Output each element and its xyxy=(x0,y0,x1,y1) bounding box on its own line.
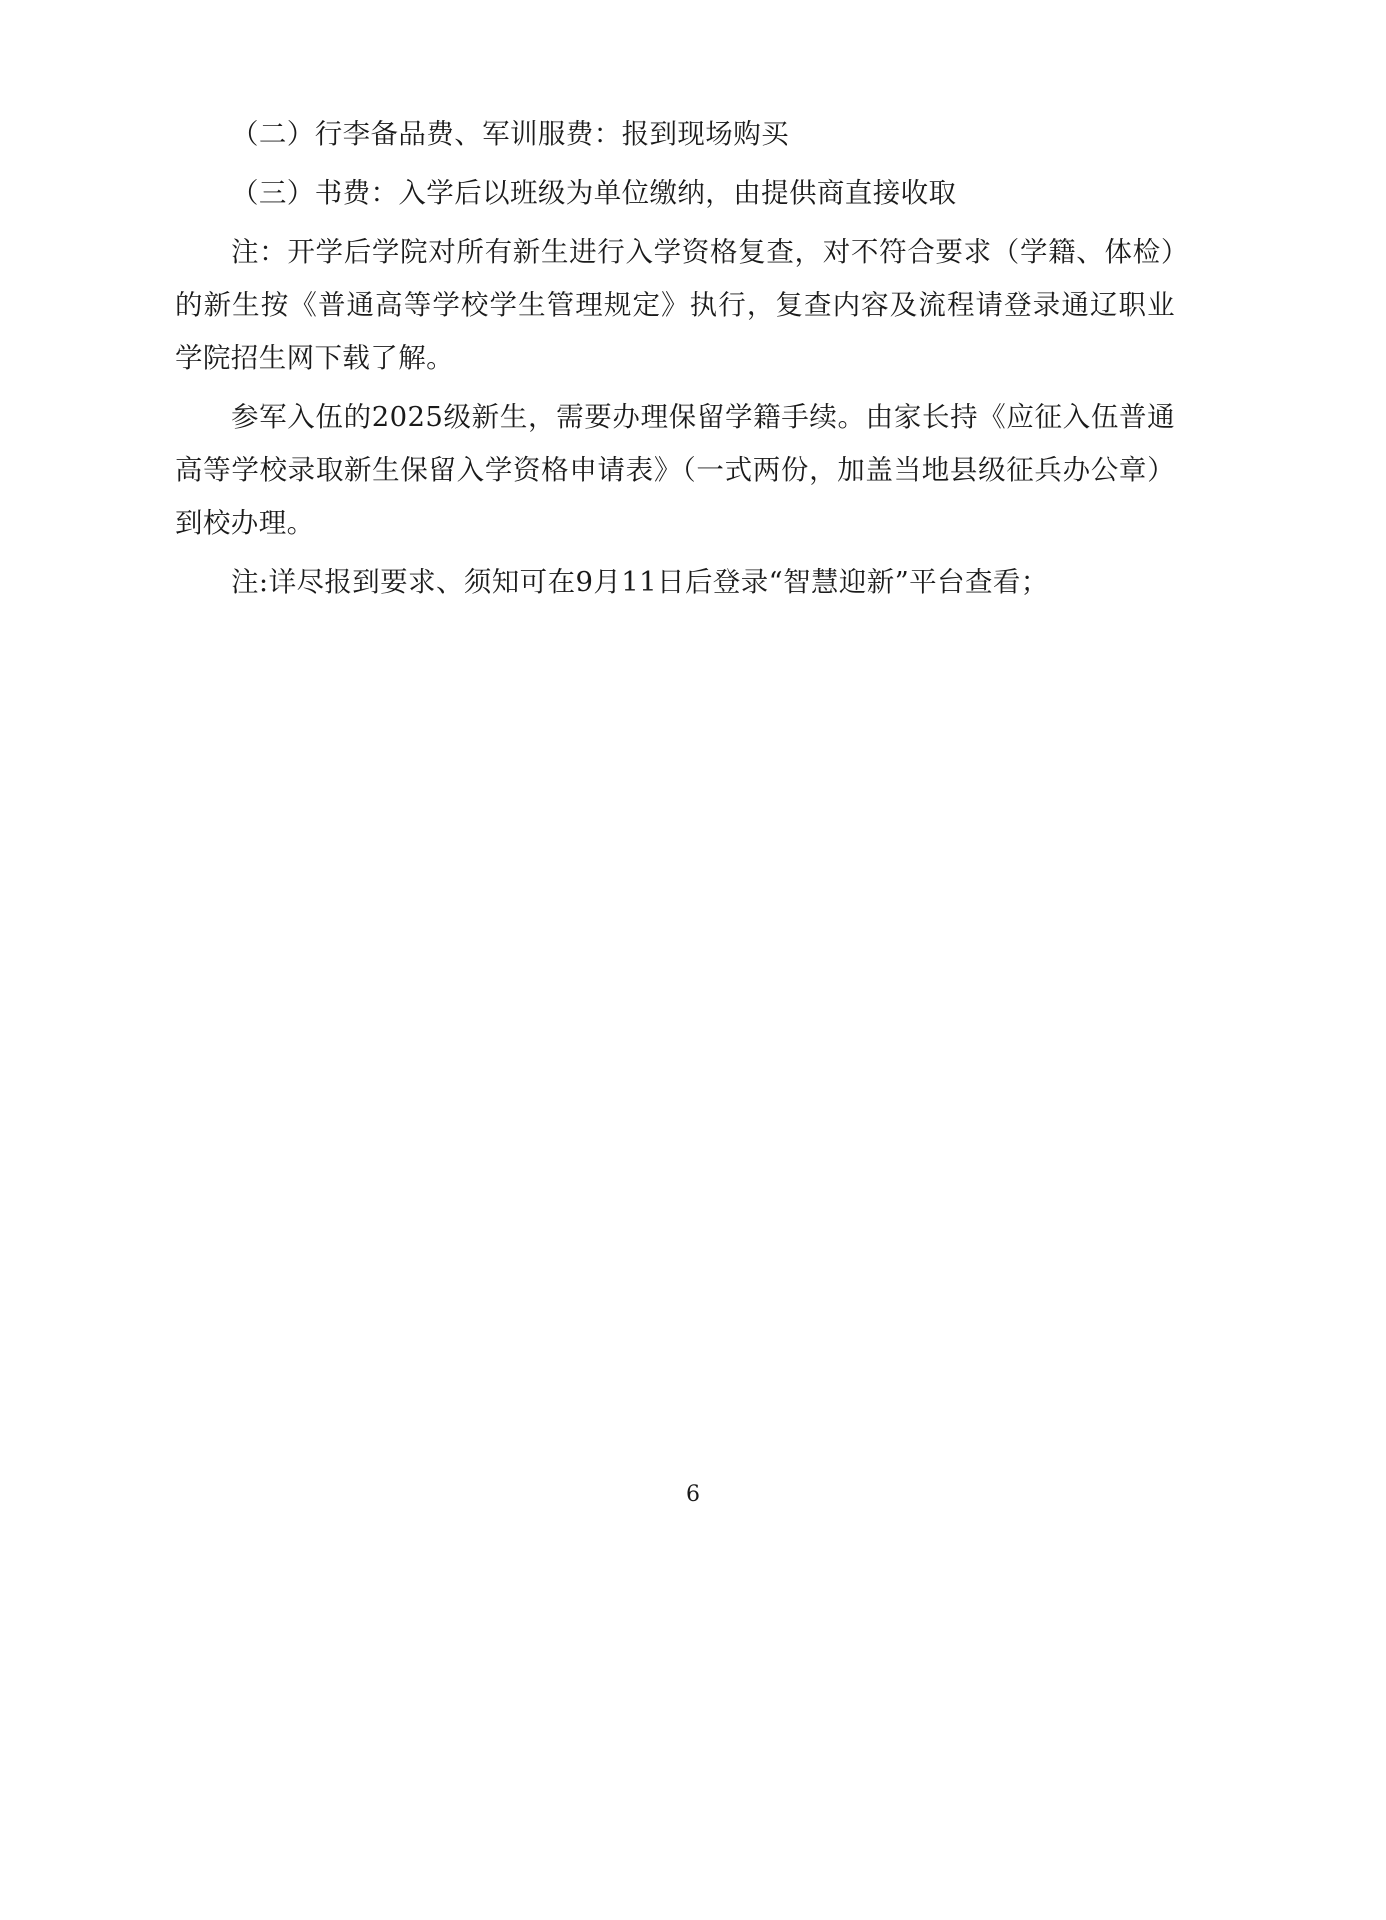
paragraph-item-two: （二）行李备品费、军训服费：报到现场购买 xyxy=(231,118,789,150)
page-number: 6 xyxy=(686,1482,700,1507)
document-body xyxy=(175,108,1175,615)
paragraph-note-platform: 注:详尽报到要求、须知可在9月11日后登录“智慧迎新”平台查看； xyxy=(231,566,1049,598)
paragraph-note-qualification-review: 注：开学后学院对所有新生进行入学资格复查，对不符合要求（学籍、体检）的新生按《普通高等学校学生管理规定》执行，复查内容及流程请登录通辽职业学院招生网下载了解。 xyxy=(175,236,1175,374)
paragraph-note-military-enlistment: 参军入伍的2025级新生，需要办理保留学籍手续。由家长持《应征入伍普通高等学校录取新生保留入学资格申请表》（一式两份，加盖当地县级征兵办公章）到校办理。 xyxy=(175,401,1175,539)
paragraph-item-three: （三）书费：入学后以班级为单位缴纳，由提供商直接收取 xyxy=(231,177,957,209)
